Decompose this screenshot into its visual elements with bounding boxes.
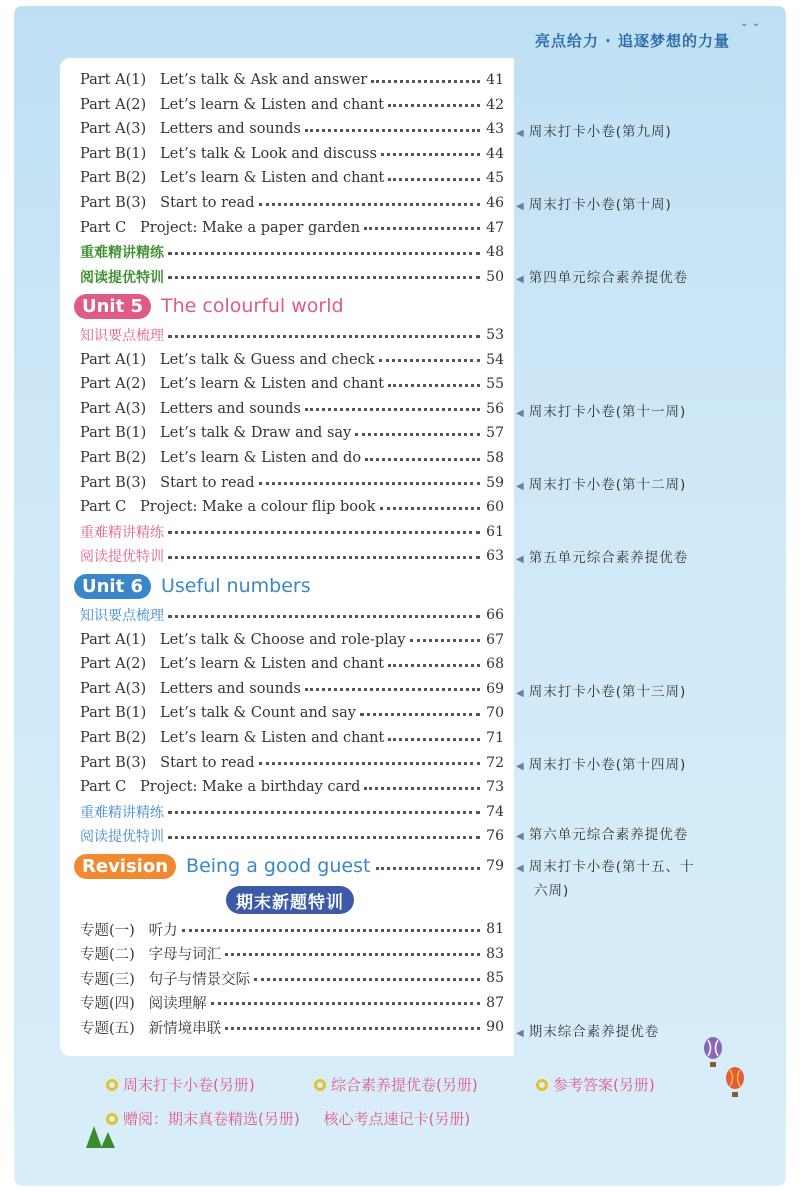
toc-row — [80, 217, 504, 239]
leader-dots — [168, 276, 480, 279]
side-note-label: 第五单元综合素养提优卷 — [528, 550, 689, 566]
revision-header — [74, 851, 504, 881]
toc-row — [80, 702, 504, 724]
toc-row — [80, 545, 504, 567]
toc-row-page: 81 — [486, 921, 504, 937]
arrow-left-icon: ◀ — [516, 408, 525, 419]
unit-6-badge: Unit 6 — [74, 574, 151, 599]
hot-air-balloon-icon — [724, 1066, 746, 1100]
side-note-label: 周末打卡小卷(第十一周) — [528, 404, 687, 420]
toc-row — [80, 967, 504, 989]
toc-row — [80, 521, 504, 543]
toc-row — [80, 373, 504, 395]
toc-row-label: Part B(3) Start to read — [80, 754, 255, 771]
footer-item-comprehensive — [314, 1074, 478, 1095]
toc-row — [80, 604, 504, 626]
leader-dots — [168, 615, 480, 618]
toc-row-label: Part A(1) Let’s talk & Guess and check — [80, 351, 375, 368]
side-note — [534, 879, 569, 899]
toc-row — [80, 472, 504, 494]
toc-row — [80, 825, 504, 847]
toc-row-label: Part A(2) Let’s learn & Listen and chant — [80, 376, 385, 393]
toc-row — [80, 943, 504, 965]
leader-dots — [168, 252, 480, 255]
toc-row-page: 90 — [486, 1019, 504, 1036]
leader-dots — [371, 80, 480, 83]
unit-6-title: Useful numbers — [161, 575, 311, 597]
toc-row-label: Part B(1) Let’s talk & Look and discuss — [80, 145, 377, 162]
toc-row-label: 专题(四) 阅读理解 — [80, 996, 207, 1013]
leader-dots — [388, 384, 480, 387]
toc-row — [80, 447, 504, 469]
leader-dots — [380, 507, 480, 510]
toc-row-page: 42 — [486, 96, 504, 113]
side-note — [516, 120, 672, 140]
toc-row-page: 69 — [486, 680, 504, 697]
footer-item-answers-label: 参考答案(另册) — [553, 1076, 655, 1094]
toc-row — [80, 727, 504, 749]
toc-row-page: 50 — [486, 268, 504, 285]
leader-dots — [379, 359, 481, 362]
toc-row-label: Part B(3) Start to read — [80, 195, 255, 211]
leader-dots — [211, 1002, 480, 1005]
side-note-label: 周末打卡小卷(第九周) — [528, 124, 672, 140]
unit-6-header — [74, 571, 311, 601]
arrow-left-icon: ◀ — [516, 688, 525, 699]
toc-row-label: Part C Project: Make a colour flip book — [80, 499, 376, 516]
toc-row-page: 57 — [486, 425, 504, 442]
toc-row — [80, 422, 504, 444]
tree-icon — [86, 1126, 116, 1150]
side-note-label: 周末打卡小卷(第十五、十 — [528, 859, 695, 875]
toc-row — [80, 992, 504, 1014]
side-note-label: 周末打卡小卷(第十周) — [528, 197, 672, 213]
toc-row-label: Part C Project: Make a birthday card — [80, 779, 361, 796]
leader-dots — [305, 129, 480, 132]
toc-row-label: 阅读提优特训 — [80, 549, 164, 566]
toc-row-page: 58 — [486, 450, 504, 466]
circle-icon — [106, 1079, 118, 1091]
toc-row-page: 59 — [486, 474, 504, 491]
toc-row-page: 43 — [486, 121, 504, 138]
toc-row — [80, 118, 504, 140]
revision-badge: Revision — [74, 854, 176, 879]
arrow-left-icon: ◀ — [516, 274, 525, 285]
leader-dots — [381, 153, 480, 156]
arrow-left-icon: ◀ — [516, 128, 525, 139]
toc-row — [80, 678, 504, 700]
footer-item-answers — [536, 1074, 655, 1095]
footer-item-gift — [106, 1108, 470, 1129]
toc-row — [80, 776, 504, 798]
toc-row-page: 44 — [486, 145, 504, 162]
leader-dots — [305, 688, 480, 691]
leader-dots — [225, 1027, 480, 1030]
leader-dots — [364, 227, 480, 230]
leader-dots — [254, 978, 480, 981]
leader-dots — [259, 482, 480, 485]
toc-row-page: 56 — [486, 400, 504, 417]
toc-row-label: Part B(2) Let’s learn & Listen and chant — [80, 170, 385, 187]
side-note-label: 期末综合素养提优卷 — [528, 1024, 660, 1040]
toc-row-label: 知识要点梳理 — [80, 328, 164, 344]
toc-row-page: 63 — [486, 548, 504, 565]
toc-row-label: 阅读提优特训 — [80, 269, 164, 286]
toc-row-label: Part C Project: Make a paper garden — [80, 219, 361, 236]
toc-row — [80, 94, 504, 116]
arrow-left-icon: ◀ — [516, 554, 525, 565]
toc-row-label: 阅读提优特训 — [80, 829, 164, 846]
circle-icon — [314, 1079, 326, 1091]
toc-row-page: 71 — [486, 730, 504, 746]
side-note — [516, 473, 686, 493]
toc-row — [80, 349, 504, 371]
leader-dots — [259, 762, 480, 765]
toc-row-page: 85 — [486, 970, 504, 987]
leader-dots — [355, 433, 480, 436]
leader-dots — [225, 953, 480, 956]
toc-row-label: Part B(2) Let’s learn & Listen and chant — [80, 730, 385, 746]
side-note-label: 第六单元综合素养提优卷 — [528, 827, 689, 843]
toc-row-label: Part A(3) Letters and sounds — [80, 400, 301, 417]
arrow-left-icon: ◀ — [516, 863, 525, 874]
toc-row-page: 61 — [486, 523, 504, 540]
circle-icon — [536, 1079, 548, 1091]
toc-row-page: 48 — [486, 244, 504, 261]
toc-row-label: Part B(1) Let’s talk & Draw and say — [80, 425, 352, 442]
leader-dots — [259, 203, 480, 206]
arrow-left-icon: ◀ — [516, 761, 525, 772]
toc-row-label: Part A(1) Let’s talk & Ask and answer — [80, 72, 368, 88]
side-note — [516, 680, 686, 700]
toc-row-label: 专题(二) 字母与词汇 — [80, 947, 222, 964]
toc-row — [80, 752, 504, 774]
toc-row-label: 专题(三) 句子与情景交际 — [80, 971, 251, 988]
toc-row-label: Part B(1) Let’s talk & Count and say — [80, 705, 356, 722]
toc-row-page: 70 — [486, 705, 504, 722]
arrow-left-icon: ◀ — [516, 201, 525, 212]
toc-row-page: 55 — [486, 376, 504, 393]
leader-dots — [364, 787, 480, 790]
unit-5-badge: Unit 5 — [74, 294, 151, 319]
leader-dots — [388, 178, 480, 181]
toc-row — [80, 918, 504, 940]
toc-row-label: 专题(五) 新情境串联 — [80, 1020, 222, 1037]
leader-dots — [360, 713, 480, 716]
toc-row-page: 47 — [486, 219, 504, 236]
unit-5-title: The colourful world — [161, 295, 344, 317]
side-note-label: 周末打卡小卷(第十三周) — [528, 684, 687, 700]
birds-decoration: ⌄ ⌄ — [740, 18, 760, 29]
side-note-label: 第四单元综合素养提优卷 — [528, 270, 689, 286]
toc-row — [80, 629, 504, 651]
arrow-left-icon: ◀ — [516, 1028, 525, 1039]
arrow-left-icon: ◀ — [516, 831, 525, 842]
toc-row-page: 83 — [486, 945, 504, 962]
toc-row — [80, 143, 504, 165]
toc-row-label: 重难精讲精练 — [80, 804, 164, 821]
toc-row-label: Part A(3) Letters and sounds — [80, 680, 301, 697]
toc-row-page: 73 — [486, 779, 504, 796]
toc-row-page: 46 — [486, 195, 504, 211]
side-note-label: 六周) — [534, 883, 570, 899]
toc-row — [80, 241, 504, 263]
toc-row — [80, 324, 504, 346]
leader-dots — [388, 104, 480, 107]
leader-dots — [168, 556, 480, 559]
leader-dots — [168, 531, 480, 534]
leader-dots — [182, 929, 480, 932]
toc-row — [80, 167, 504, 189]
side-note — [516, 266, 688, 286]
revision-page: 79 — [486, 858, 504, 874]
side-note — [516, 400, 686, 420]
footer-box — [84, 1062, 724, 1150]
side-note — [516, 546, 688, 566]
toc-row — [80, 496, 504, 518]
toc-row-label: 重难精讲精练 — [80, 524, 164, 541]
toc-row-page: 68 — [486, 656, 504, 673]
unit-5-header — [74, 291, 344, 321]
toc-row-label: Part B(2) Let’s learn & Listen and do — [80, 450, 362, 466]
leader-dots — [168, 811, 480, 814]
final-section-title: 期末新题特训 — [226, 886, 354, 914]
footer-item-weekly — [106, 1074, 255, 1095]
toc-row-page: 45 — [486, 170, 504, 187]
side-note — [516, 193, 672, 213]
toc-row — [80, 398, 504, 420]
toc-row — [80, 266, 504, 288]
toc-row-page: 74 — [486, 803, 504, 820]
toc-row-label: 知识要点梳理 — [80, 608, 164, 624]
toc-row — [80, 1016, 504, 1038]
leader-dots — [168, 335, 480, 338]
revision-title: Being a good guest — [186, 855, 371, 877]
side-note-label: 周末打卡小卷(第十二周) — [528, 477, 687, 493]
toc-row — [80, 192, 504, 214]
leader-dots — [388, 664, 480, 667]
toc-row-label: Part A(3) Letters and sounds — [80, 121, 301, 138]
toc-row-page: 72 — [486, 754, 504, 771]
arrow-left-icon: ◀ — [516, 481, 525, 492]
toc-row-label: Part A(2) Let’s learn & Listen and chant — [80, 96, 385, 113]
toc-row — [80, 69, 504, 91]
side-note — [516, 855, 694, 875]
toc-row-page: 60 — [486, 499, 504, 516]
toc-row-label: 重难精讲精练 — [80, 245, 164, 262]
leader-dots — [388, 738, 480, 741]
footer-item-comprehensive-label: 综合素养提优卷(另册) — [331, 1076, 478, 1094]
side-note — [516, 823, 688, 843]
toc-row-label: Part A(2) Let’s learn & Listen and chant — [80, 656, 385, 673]
circle-icon — [106, 1113, 118, 1125]
side-note — [516, 1020, 659, 1040]
toc-row-page: 66 — [486, 607, 504, 623]
leader-dots — [168, 836, 480, 839]
toc-row-page: 54 — [486, 351, 504, 368]
toc-row-page: 76 — [486, 828, 504, 845]
toc-row-label: Part A(1) Let’s talk & Choose and role-play — [80, 631, 406, 648]
toc-row-page: 67 — [486, 631, 504, 648]
leader-dots — [410, 639, 480, 642]
revision-leader-dots — [376, 867, 480, 870]
toc-row-page: 41 — [486, 72, 504, 88]
toc-row-label: 专题(一) 听力 — [80, 922, 178, 939]
toc-row — [80, 653, 504, 675]
side-note — [516, 753, 686, 773]
toc-row-page: 53 — [486, 327, 504, 343]
leader-dots — [365, 458, 480, 461]
page-slogan: 亮点给力 · 追逐梦想的力量 — [534, 32, 730, 50]
footer-item-gift-label: 赠阅：期末真卷精选(另册) 核心考点速记卡(另册) — [123, 1110, 471, 1128]
toc-row — [80, 801, 504, 823]
footer-item-weekly-label: 周末打卡小卷(另册) — [123, 1076, 255, 1094]
hot-air-balloon-icon — [702, 1036, 724, 1070]
toc-row-page: 87 — [486, 994, 504, 1011]
toc-row-label: Part B(3) Start to read — [80, 474, 255, 491]
side-note-label: 周末打卡小卷(第十四周) — [528, 757, 687, 773]
leader-dots — [305, 408, 480, 411]
